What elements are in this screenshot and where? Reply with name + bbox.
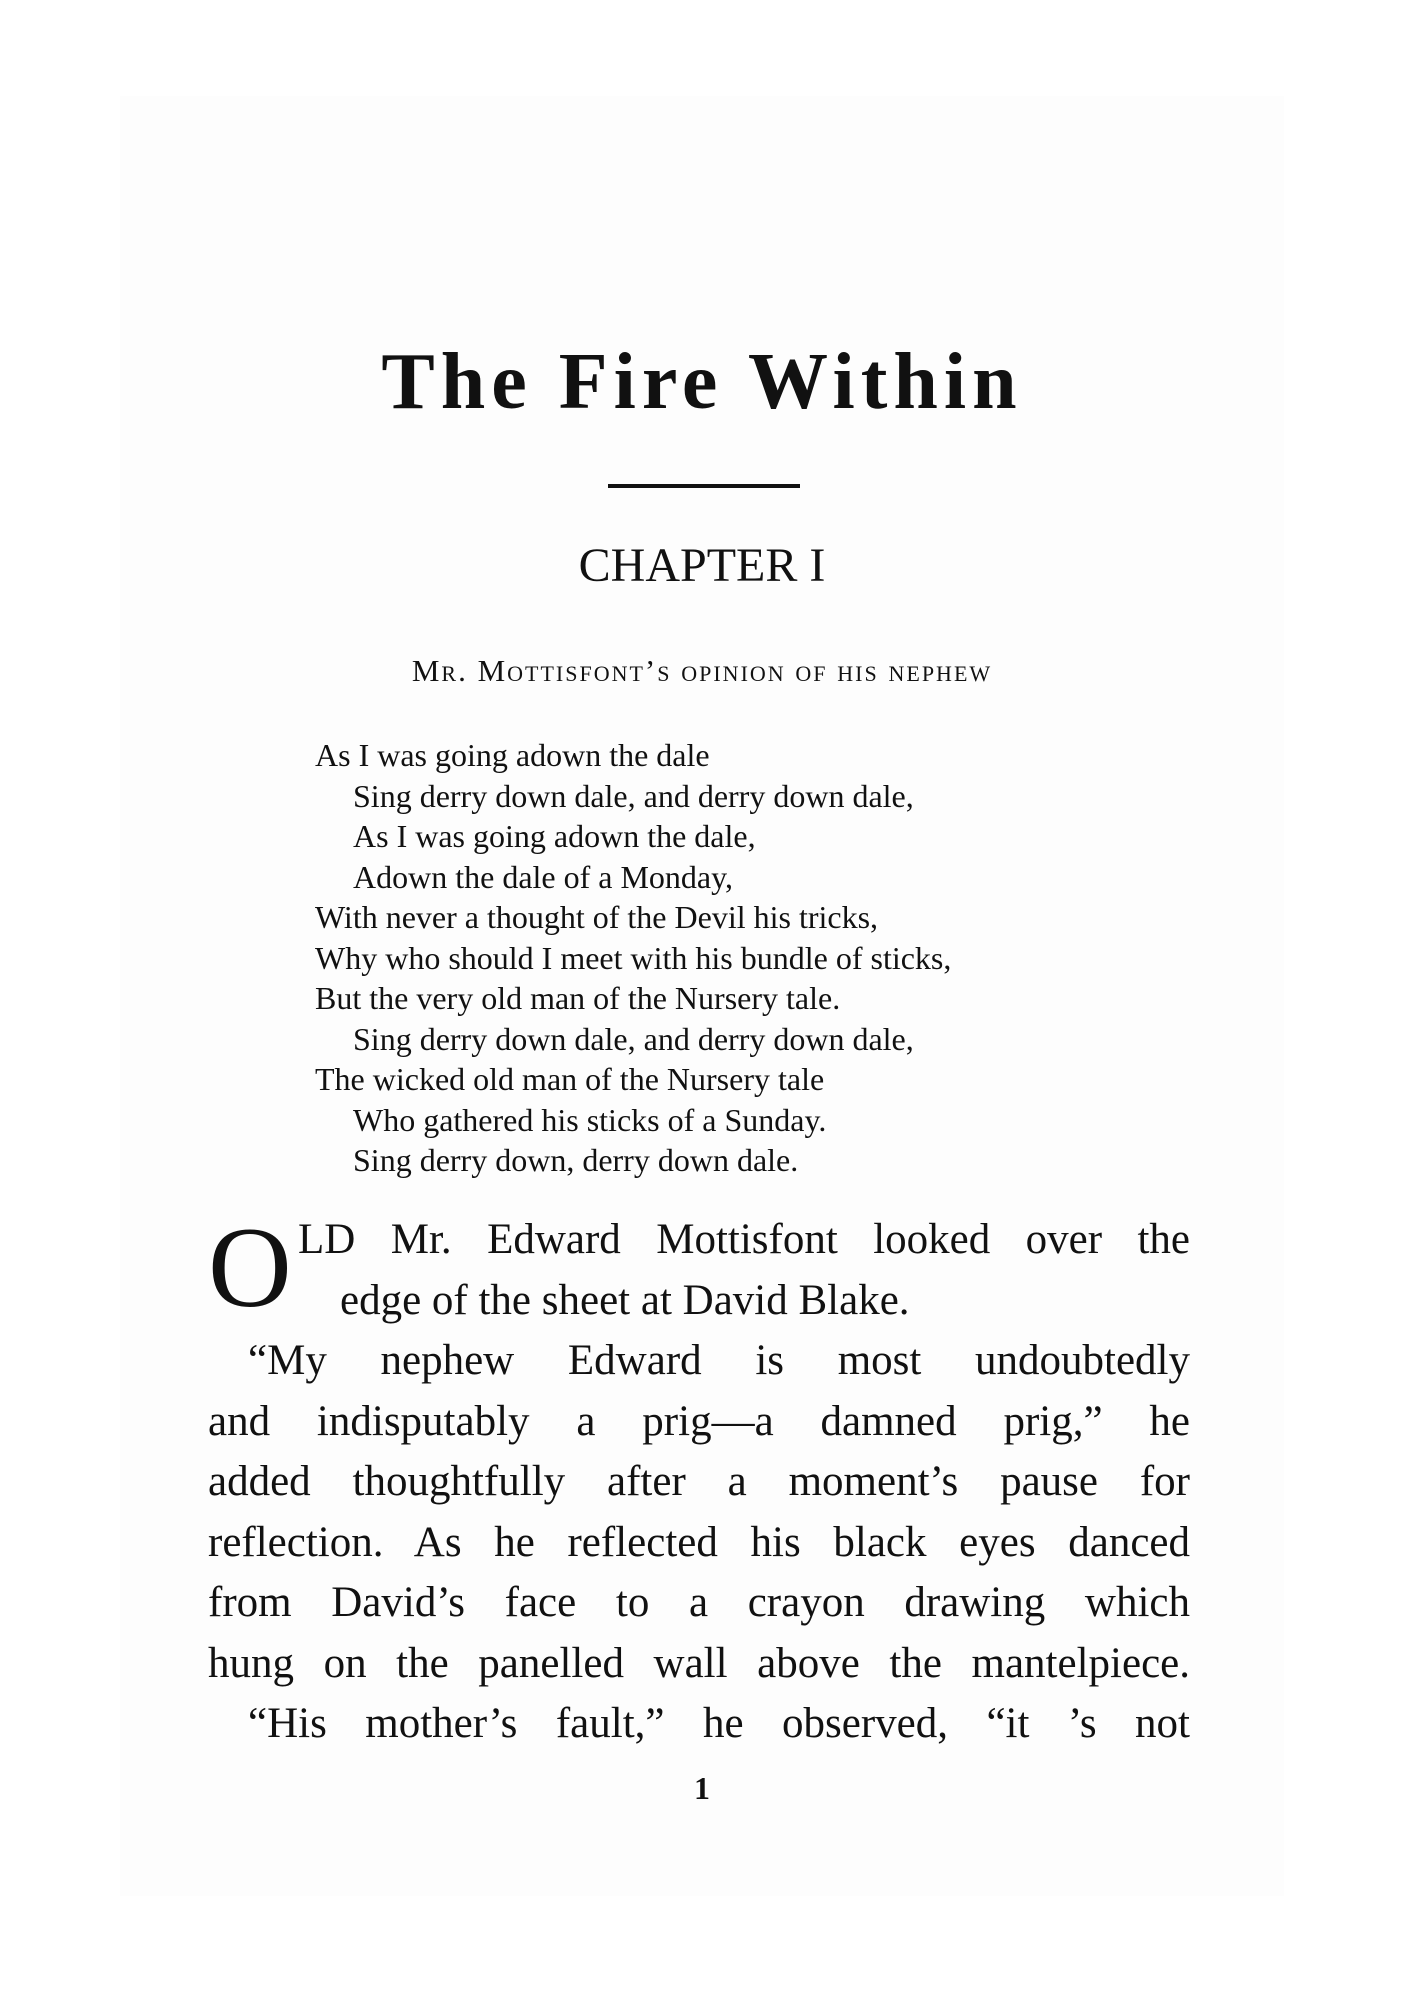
verse-line: As I was going adown the dale, bbox=[353, 818, 756, 854]
body-line: “His mother’s fault,” he observed, “it ’s not bbox=[248, 1700, 1190, 1747]
body-line: added thoughtfully after a moment’s pause for bbox=[208, 1458, 1190, 1505]
body-line: “My nephew Edward is most undoubtedly bbox=[248, 1337, 1190, 1384]
verse-line: Who gathered his sticks of a Sunday. bbox=[353, 1101, 827, 1138]
verse-line: Sing derry down dale, and derry down dale, bbox=[353, 777, 914, 814]
title-rule bbox=[608, 484, 800, 488]
body-text bbox=[208, 1204, 1190, 1755]
body-line: hung on the panelled wall above the mantelpiece. bbox=[208, 1639, 1190, 1687]
verse-line: Adown the dale of a Monday, bbox=[353, 858, 734, 895]
drop-cap: O bbox=[208, 1204, 292, 1332]
body-line: reflection. As he reflected his black eyes danced bbox=[208, 1518, 1190, 1566]
page-number: 1 bbox=[694, 1770, 710, 1806]
verse-line: Sing derry down, derry down dale. bbox=[353, 1142, 799, 1178]
book-title: The Fire Within bbox=[381, 338, 1023, 426]
chapter-title: Mr. Mottisfont’s opinion of his nephew bbox=[411, 653, 993, 688]
body-line: and indisputably a prig—a damned prig,” he bbox=[208, 1397, 1190, 1445]
verse-line: Sing derry down dale, and derry down dale, bbox=[353, 1020, 914, 1057]
body-line: from David’s face to a crayon drawing which bbox=[208, 1579, 1190, 1626]
verse-line: The wicked old man of the Nursery tale bbox=[315, 1061, 825, 1097]
chapter-heading: CHAPTER I bbox=[578, 539, 826, 592]
body-line: edge of the sheet at David Blake. bbox=[340, 1276, 910, 1324]
verse-line: But the very old man of the Nursery tale. bbox=[315, 980, 841, 1016]
verse-epigraph bbox=[315, 735, 1215, 1181]
verse-line: With never a thought of the Devil his tricks, bbox=[315, 899, 879, 935]
body-line: LD Mr. Edward Mottisfont looked over the bbox=[298, 1216, 1190, 1263]
verse-line: As I was going adown the dale bbox=[315, 737, 710, 773]
verse-line: Why who should I meet with his bundle of sticks, bbox=[315, 939, 952, 976]
